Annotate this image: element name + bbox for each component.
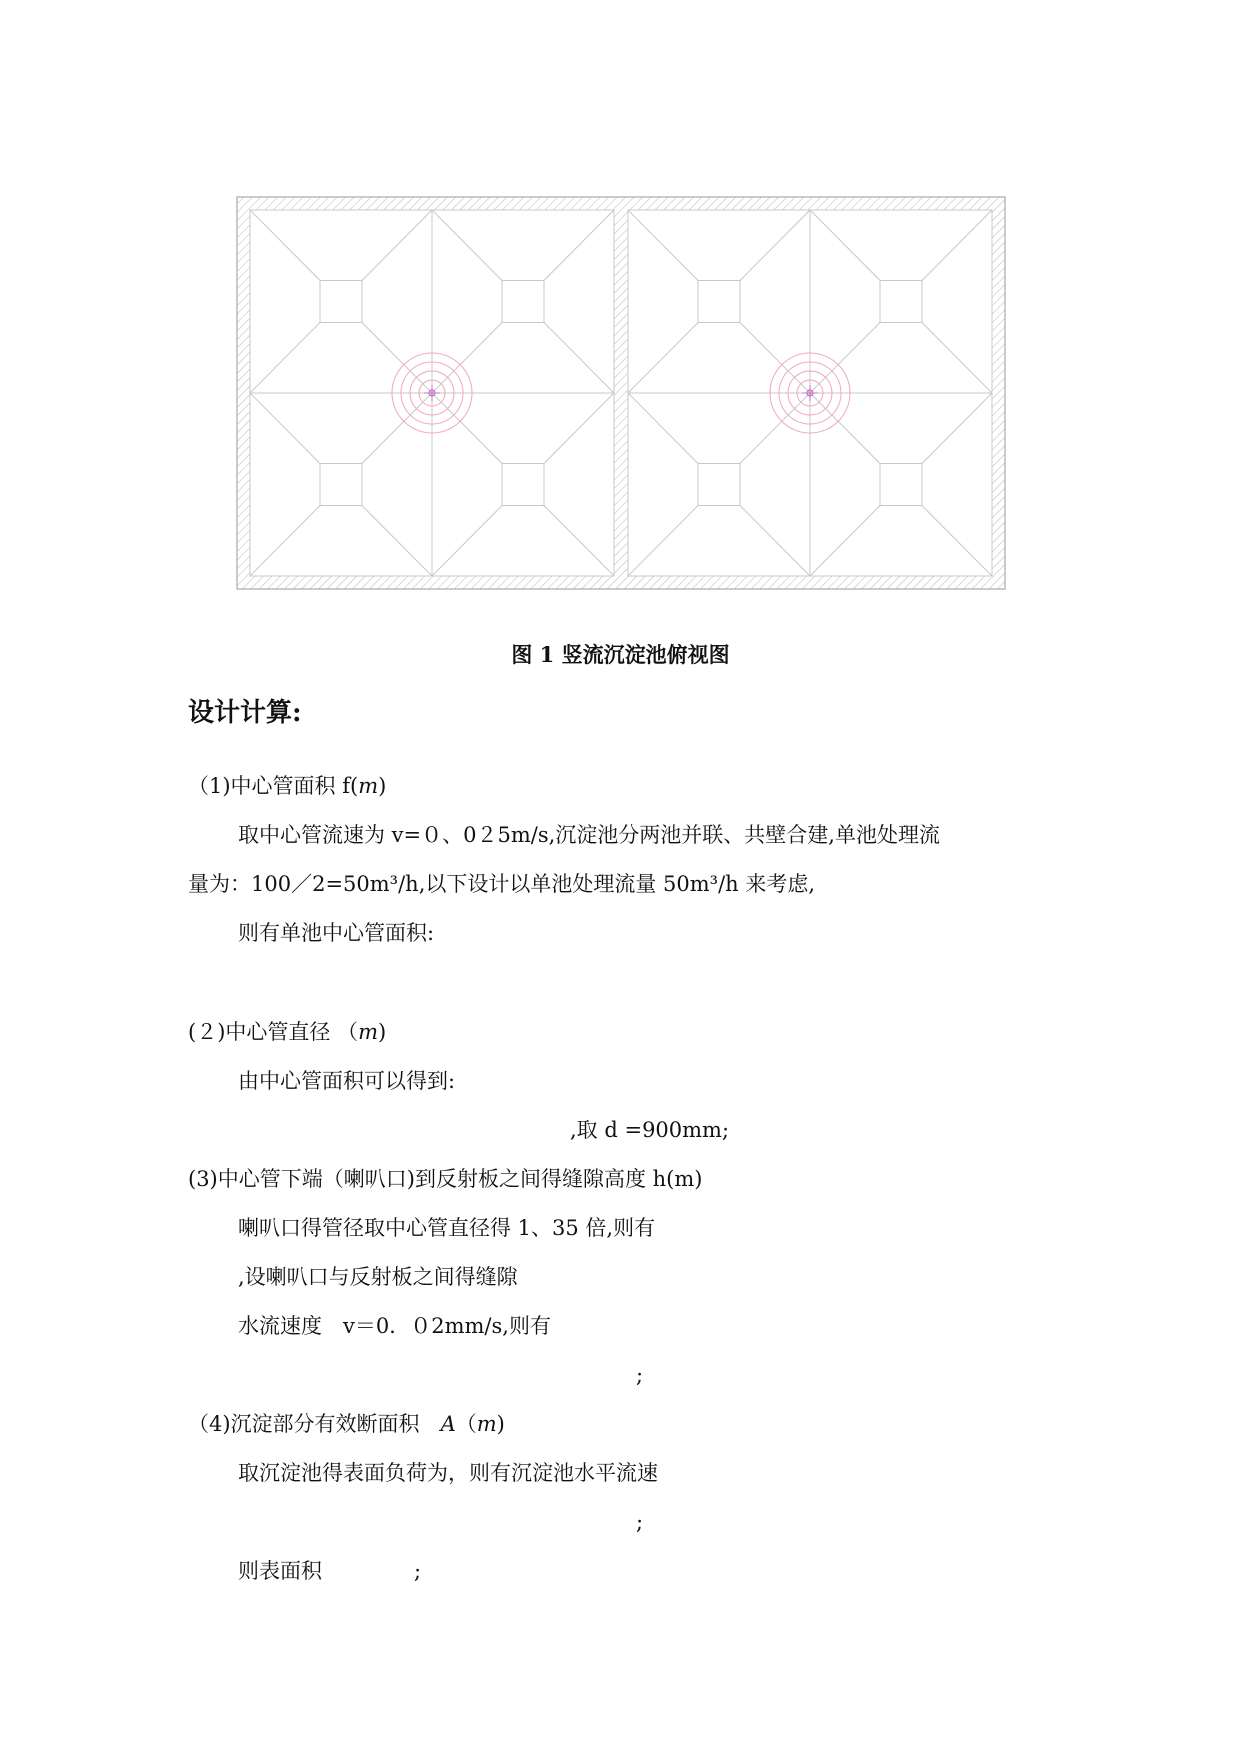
tank-plan-drawing: [236, 196, 1006, 590]
paragraph-line: 取沉淀池得表面负荷为，则有沉淀池水平流速: [238, 1461, 658, 1485]
paragraph-line: 取中心管流速为 v=０、0２5m/s,沉淀池分两池并联、共壁合建,单池处理流: [238, 823, 940, 847]
paragraph-line: ,取 d =900mm;: [570, 1118, 730, 1142]
paragraph-line: ;: [636, 1510, 644, 1534]
sedimentation-tank-plan-figure: [236, 196, 1006, 590]
paragraph-line: 由中心管面积可以得到:: [238, 1069, 456, 1093]
figure-caption: 图 1 竖流沉淀池俯视图: [511, 642, 730, 667]
paragraph-line: 则有单池中心管面积:: [238, 921, 435, 945]
item-2-title: (２)中心管直径 （m): [188, 1020, 387, 1044]
paragraph-line: ,设喇叭口与反射板之间得缝隙: [238, 1265, 518, 1289]
item-1-title: （1)中心管面积 f(m): [188, 774, 387, 798]
paragraph-line: 喇叭口得管径取中心管直径得 1、35 倍,则有: [238, 1216, 656, 1240]
item-4-title: （4)沉淀部分有效断面积 A（m): [188, 1412, 505, 1436]
section-title: 设计计算:: [188, 698, 302, 728]
paragraph-line: 量为：100／2=50m³/h,以下设计以单池处理流量 50m³/h 来考虑,: [188, 872, 816, 896]
item-3-title: (3)中心管下端（喇叭口)到反射板之间得缝隙高度 h(m): [188, 1167, 703, 1191]
paragraph-line: ;: [636, 1363, 644, 1387]
paragraph-line: 水流速度 v＝0．０2mm/s,则有: [238, 1314, 551, 1338]
paragraph-line: 则表面积 ;: [238, 1559, 422, 1583]
